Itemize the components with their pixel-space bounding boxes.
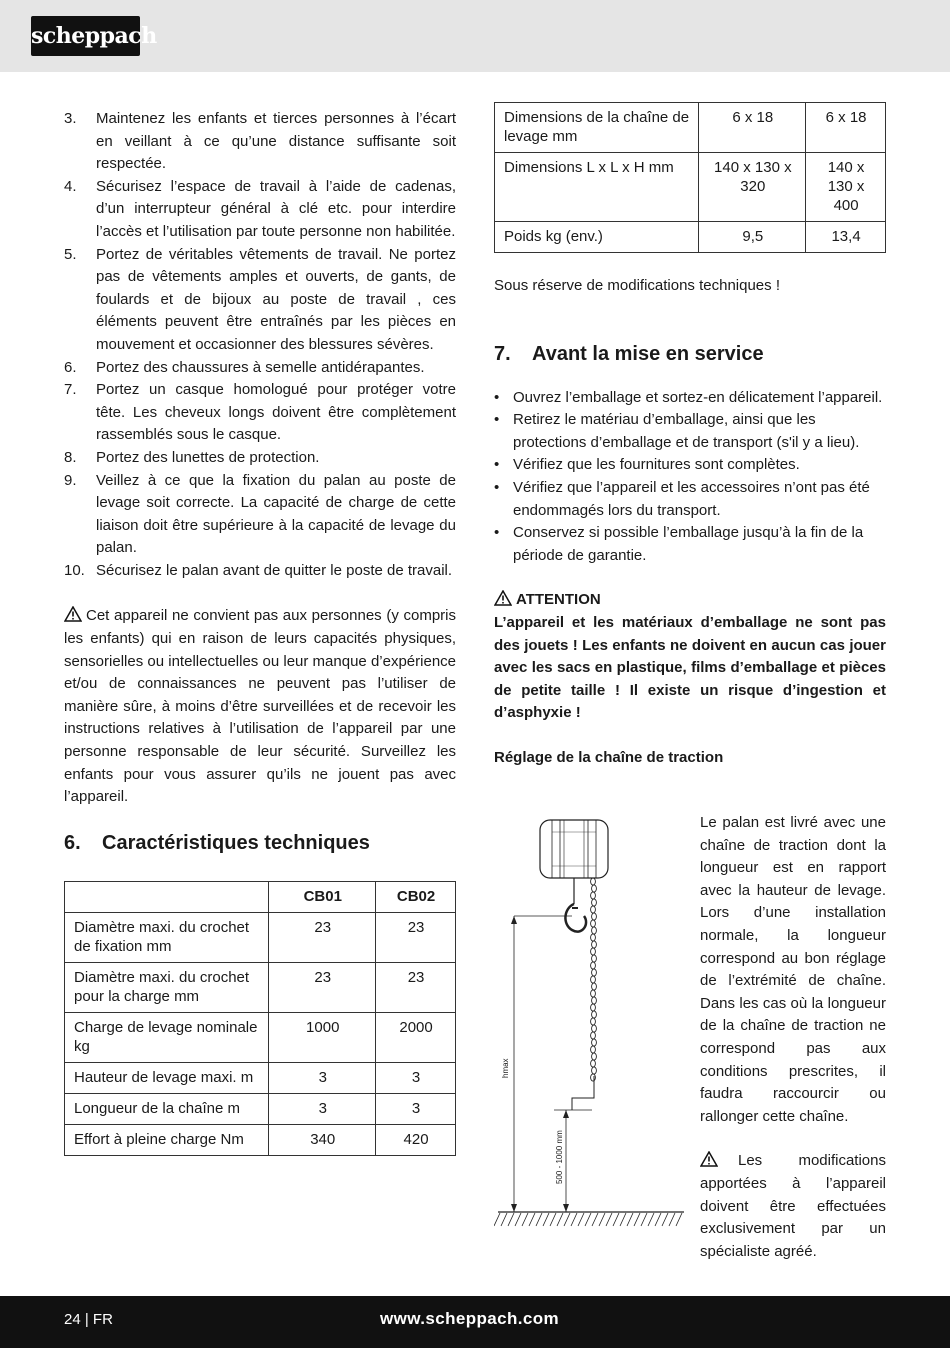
bullet-icon: • [494,411,500,429]
list-item [64,379,456,447]
list-item [64,357,456,380]
list-item-number: 9. [64,471,77,489]
list-item-number: 8. [64,448,77,466]
spec-value-cb02: 6 x 18 [806,103,886,153]
page-number: 24 | FR [64,1311,113,1328]
table-row [495,222,886,253]
chain-text-block [700,812,886,1263]
spec-label-cell: Longueur de la chaîne m [65,1093,269,1124]
bullet-icon: • [494,388,500,406]
table-row [65,1012,456,1062]
list-item-text: Vérifiez que l’appareil et les accessoires n’ont pas été endommagés lors du transport. [513,478,870,519]
table-row [495,103,886,153]
section-6-title: Caractéristiques techniques [102,831,370,854]
spec-label-cell: Charge de levage nominale kg [65,1012,269,1062]
spec-label-cell: Hauteur de levage maxi. m [65,1062,269,1093]
attention-label-line [494,589,886,612]
bullet-icon: • [494,524,500,542]
list-item-text: Veillez à ce que la fixation du palan au poste de levage soit correcte. La capacité de charge de cette liaison doit être supérieure à la capacité de levage du palan. [96,471,456,557]
warning-persons-text: Cet appareil ne convient pas aux personnes (y compris les enfants) qui en raison de leurs capacités physiques, sensorielles ou intellectuelles ou leur manque d’expérience et/ou de connaissances ne peuvent pas l’utiliser de manière sûre, à moins d’être surveillées et de recevoir les instructions relatives à l’utilisation de l’appareil par une personne responsable de leur sécurité. Surveillez les enfants pour vous assurer qu’ils ne jouent pas avec l’appareil. [64,607,456,806]
list-item-text: Retirez le matériau d’emballage, ainsi que les protections d’emballage et de transport (s'il y a lieu). [513,411,860,451]
spec-value-cb02: 140 x 130 x 400 [806,153,886,222]
spec-label-cell: Effort à pleine charge Nm [65,1124,269,1155]
attention-text: L’appareil et les matériaux d’emballage ne sont pas des jouets ! Les enfants ne doivent en aucun cas jouer avec les sacs en plastique, films d’emballage et pièces de petite taille ! Il existe un risque d’ingestion et d’asphyxie ! [494,613,886,722]
table-row [65,1093,456,1124]
warning-triangle-icon [700,1151,718,1167]
safety-list [64,108,456,582]
spec-table [64,881,456,1156]
spec-value-cb02: 2000 [376,1012,456,1062]
left-column [64,108,456,1156]
spec-label-cell: Dimensions de la chaîne de levage mm [495,103,699,153]
list-item [64,108,456,176]
list-item [64,244,456,357]
spec-value-cb01: 340 [269,1124,376,1155]
reserve-note: Sous réserve de modifications techniques ! [494,277,780,294]
list-item-text: Portez des chaussures à semelle antidérapantes. [96,358,425,376]
right-column [494,102,886,770]
chain-warning-paragraph [700,1150,886,1263]
section-6-number: 6. [64,831,81,854]
spec-value-cb01: 9,5 [699,222,806,253]
chain-warning-text: Les modifications apportées à l’appareil doivent être effectuées exclusivement par un spécialiste agréé. [700,1152,886,1260]
spec-value-cb02: 23 [376,912,456,962]
list-item-text: Portez un casque homologué pour protéger votre tête. Les cheveux longs doivent être complètement rassemblés sous le casque. [96,381,456,444]
list-item [494,477,886,522]
list-item [64,560,456,583]
list-item-number: 3. [64,110,77,127]
list-item-number: 5. [64,245,77,263]
table-row [65,962,456,1012]
warning-persons-paragraph [64,605,456,808]
list-item [494,387,886,410]
table-row [65,912,456,962]
page-footer [0,1296,950,1348]
hmax-label: hmax [501,1058,510,1078]
spec-value-cb01: 3 [269,1062,376,1093]
scheppach-logo: scheppach [31,16,140,56]
list-item [64,447,456,470]
list-item [64,176,456,244]
list-item-text: Vérifiez que les fournitures sont complètes. [513,456,800,474]
range-label: 500 - 1000 mm [555,1130,564,1184]
spec-table-header [65,881,456,912]
list-item-text: Sécurisez le palan avant de quitter le poste de travail. [96,561,453,579]
list-item-text: Ouvrez l’emballage et sortez-en délicatement l’appareil. [513,388,883,406]
list-item-text: Sécurisez l’espace de travail à l’aide de cadenas, d’un interrupteur général à clé etc. pour interdire l’accès et l’utilisation par toute personne non habilitée. [96,177,456,240]
spec-value-cb02: 23 [376,962,456,1012]
list-item-text: Portez de véritables vêtements de travail. Ne portez pas de vêtements amples et ouverts, de gants, de foulards et de bijoux au poste de travail , ces éléments peuvent être entraînés par les pièces en mouvement et occasionner des blessures sévères. [96,245,456,353]
spec-header-empty [65,881,269,912]
list-item-text: Conservez si possible l’emballage jusqu’à la fin de la période de garantie. [513,524,864,564]
list-item [494,409,886,454]
bullet-icon: • [494,456,500,474]
spec-value-cb01: 23 [269,912,376,962]
section-7-number: 7. [494,342,511,365]
list-item-number: 10. [64,561,85,579]
spec-value-cb02: 13,4 [806,222,886,253]
hoist-chain-diagram [494,812,689,1237]
list-item-text: Maintenez les enfants et tierces personnes à l’écart en veillant à ce qu’une distance suffisante soit respectée. [96,110,456,173]
chain-text: Le palan est livré avec une chaîne de traction dont la longueur est en rapport avec la hauteur de levage. Lors d’une installation normale, la longueur correspond au bon réglage de l’extrémité de chaîne. Dans les cas où la longueur de la chaîne de traction ne correspond pas aux conditions prescrites, il faudra raccourcir ou rallonger cette chaîne. [700,814,886,1125]
spec-label-cell: Diamètre maxi. du crochet pour la charge mm [65,962,269,1012]
section-7-title: Avant la mise en service [532,342,764,365]
spec-label-cell: Diamètre maxi. du crochet de fixation mm [65,912,269,962]
spec-value-cb01: 3 [269,1093,376,1124]
footer-url: www.scheppach.com [380,1309,560,1328]
list-item-number: 4. [64,177,77,195]
warning-triangle-icon [494,590,512,606]
bullet-icon: • [494,478,500,496]
list-item-text: Portez des lunettes de protection. [96,448,320,466]
spec-value-cb02: 3 [376,1093,456,1124]
spec-value-cb01: 23 [269,962,376,1012]
spec-label-cell: Poids kg (env.) [495,222,699,253]
spec-value-cb02: 3 [376,1062,456,1093]
spec-value-cb01: 1000 [269,1012,376,1062]
spec-value-cb01: 6 x 18 [699,103,806,153]
section-7-heading [494,341,886,367]
table-row [65,1124,456,1155]
list-item [64,470,456,560]
list-item-number: 7. [64,381,77,399]
list-item [494,522,886,567]
spec-table-continued [494,102,886,253]
list-item [494,454,886,477]
list-item-number: 6. [64,358,77,376]
table-row [65,1062,456,1093]
section-6-heading [64,830,456,856]
chain-heading: Réglage de la chaîne de traction [494,748,724,766]
spec-header-cb01: CB01 [269,881,376,912]
attention-label: ATTENTION [516,591,601,609]
before-use-list [494,387,886,568]
page-header [0,0,950,72]
spec-label-cell: Dimensions L x L x H mm [495,153,699,222]
spec-header-cb02: CB02 [376,881,456,912]
spec-value-cb02: 420 [376,1124,456,1155]
table-row [495,153,886,222]
warning-triangle-icon [64,606,82,622]
spec-value-cb01: 140 x 130 x 320 [699,153,806,222]
